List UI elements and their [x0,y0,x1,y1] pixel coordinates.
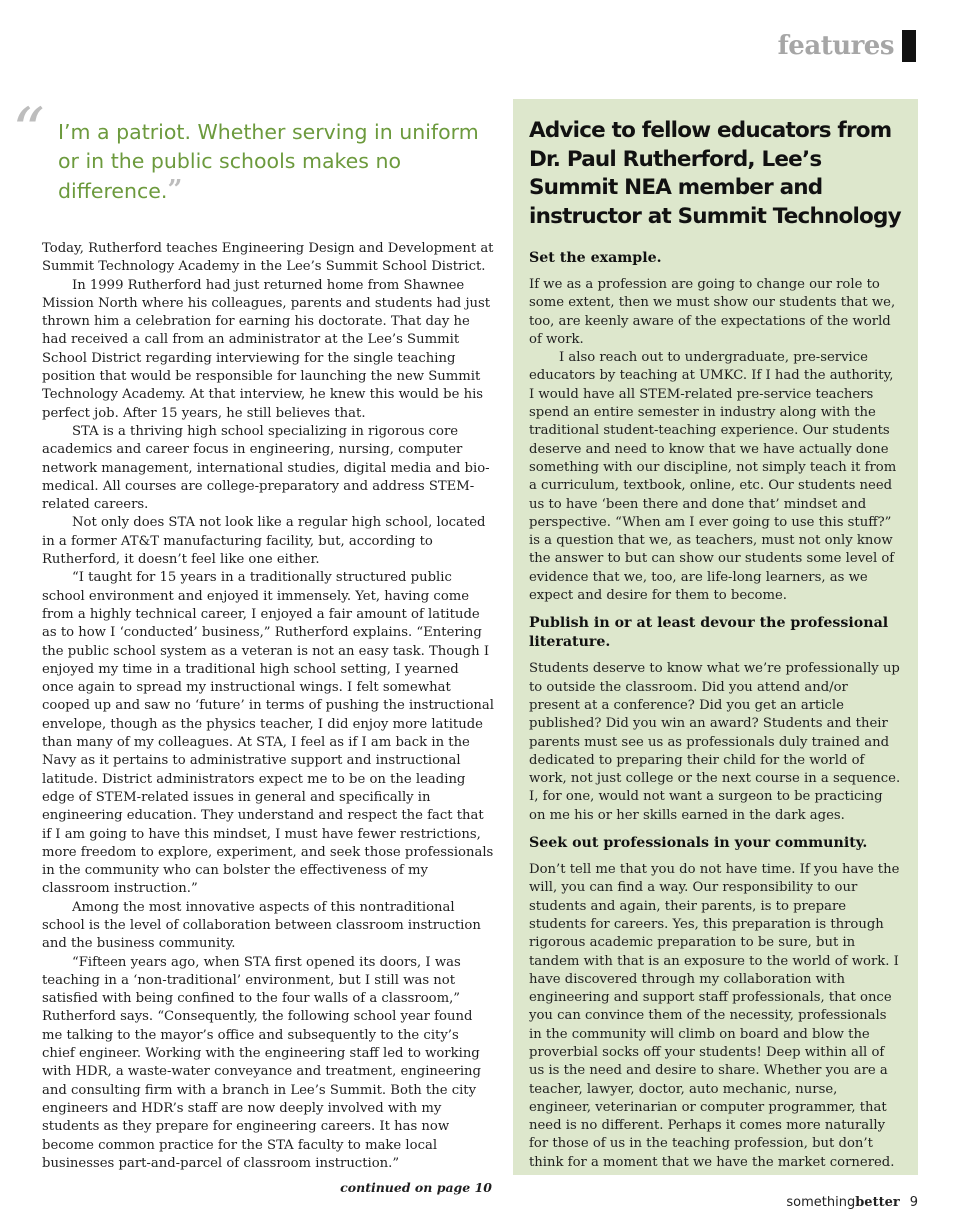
close-quote-mark: ” [167,175,183,205]
article-paragraph: In 1999 Rutherford had just returned home from Shawnee Mission North where his colleagues, parents and students had just thrown him a celebration for earning his doctorate. That day he had received a call from an administrator at the Lee’s Summit School District regarding interviewing for the single teaching position that would be responsible for launching the new Summit Technology Academy. At that interview, he knew this would be his perfect job. After 15 years, he still believes that. [42,277,491,421]
article-body [42,240,494,1173]
header-bar [902,30,916,62]
continued-link[interactable]: continued on page 10 [340,1180,492,1196]
brand-light: something [786,1195,856,1210]
article-paragraph: STA is a thriving high school specializing in rigorous core academics and career focus in engineering, nursing, computer network management, international studies, digital media and bio-medical. All courses are college-preparatory and address STEM-related careers. [42,423,490,513]
section-paragraph: Students deserve to know what we’re professionally up to outside the classroom. Did you attend and/or present at a conference? Did you get an article published? Did you win an award? Students and their parents must see us as professionals duly trained and dedicated to preparing their child for the world of work, not just college or the next course in a sequence. I, for one, would not want a surgeon to be practicing on me his or her skills earned in the dark ages. [529,661,901,823]
section-header [778,26,916,66]
brand-bold: better [855,1195,900,1210]
section-heading: Set the example. [529,250,662,266]
section-title: features [777,31,894,61]
pull-quote [12,95,494,206]
section-paragraph: If we as a profession are going to change our role to some extent, then we must show our students that we, too, are keenly aware of the expectations of the world of work. [529,277,896,347]
open-quote-mark: “ [12,95,45,169]
pull-quote-text: I’m a patriot. Whether serving in uniform or in the public schools makes no difference. [58,120,479,203]
article-paragraph: “Fifteen years ago, when STA first opened its doors, I was teaching in a ‘non-traditional’ environment, but I still was not satisfied with being confined to the four walls of a classroom,” Rutherford says. “Consequently, the following school year found me talking to the mayor’s office and subsequently to the city’s chief engineer. Working with the engineering staff led to working with HDR, a waste-water conveyance and treatment, engineering and consulting firm with a branch in Lee’s Summit. Both the city engineers and HDR’s staff are now deeply involved with my students as they prepare for engineering careers. It has now become common practice for the STA faculty to make local businesses part-and-parcel of classroom instruction.” [42,954,481,1171]
article-paragraph: Not only does STA not look like a regular high school, located in a former AT&T manufacturing facility, but, according to Rutherford, it doesn’t feel like one either. [42,515,486,568]
sidebar-section [529,614,902,825]
section-paragraph: Don’t tell me that you do not have time. If you have the will, you can find a way. Our responsibility to our students and again, their parents, is to prepare students for careers. Yes, this preparation is through rigorous academic preparation to be sure, but in tandem with that is an exposure to the world of work. I have discovered through my collaboration with engineering and support staff professionals, that once you can convince them of the necessity, professionals in the community will climb on board and blow the proverbial socks off your students! Deep within all of us is the need and desire to share. Whether you are a teacher, lawyer, doctor, auto mechanic, nurse, engineer, veterinarian or computer programmer, that need is no different. Perhaps it comes more naturally for those of us in the teaching profession, but don’t think for a moment that we have the market cornered. [529,862,900,1170]
section-heading: Seek out professionals in your community. [529,835,868,852]
sidebar-section [529,249,902,605]
article-column [12,95,494,1196]
advice-sidebar [513,99,918,1175]
article-paragraph: Today, Rutherford teaches Engineering Design and Development at Summit Technology Academy in the Lee’s Summit School District. [42,241,494,275]
sidebar-title: Advice to fellow educators from Dr. Paul Rutherford, Lee’s Summit NEA member and instructor at Summit Technology [529,118,901,229]
sidebar-section [529,834,902,1172]
section-heading: Publish in or at least devour the professional literature. [529,615,889,651]
section-paragraph: I also reach out to undergraduate, pre-service educators by teaching at UMKC. If I had the authority, I would have all STEM-related pre-service teachers spend an entire semester in industry along with the traditional student-teaching experience. Our students deserve and need to know that we have actually done something with our discipline, not simply teach it from a curriculum, textbook, online, etc. Our students need us to have ‘been there and done that’ mindset and perspective. “When am I ever going to use this stuff?” is a question that we, as teachers, must not only know the answer to but can show our students some level of evidence that we, too, are life-long learners, as we expect and desire for them to become. [529,350,897,604]
article-paragraph: “I taught for 15 years in a traditionally structured public school environment and enjoyed it immensely. Yet, having come from a highly technical career, I enjoyed a fair amount of latitude as to how I ‘conducted’ business,” Rutherford explains. “Entering the public school system as a veteran is not an easy task. Though I enjoyed my time in a traditional high school setting, I yearned once again to spread my instructional wings. I felt somewhat cooped up and saw no ‘future’ in terms of pushing the instructional envelope, though as the physics teacher, I did enjoy more latitude than many of my colleagues. At STA, I feel as if I am back in the Navy as it pertains to administrative support and instructional latitude. District administrators expect me to be on the leading edge of STEM-related issues in general and specifically in engineering education. They understand and respect the fact that if I am going to have this mindset, I must have fewer restrictions, more freedom to explore, experiment, and seek those professionals in the community who can bolster the effectiveness of my classroom instruction.” [42,570,494,897]
page-number: 9 [909,1195,918,1210]
article-paragraph: Among the most innovative aspects of this nontraditional school is the level of collaboration between classroom instruction and the business community. [42,899,481,952]
page-footer [786,1195,918,1210]
